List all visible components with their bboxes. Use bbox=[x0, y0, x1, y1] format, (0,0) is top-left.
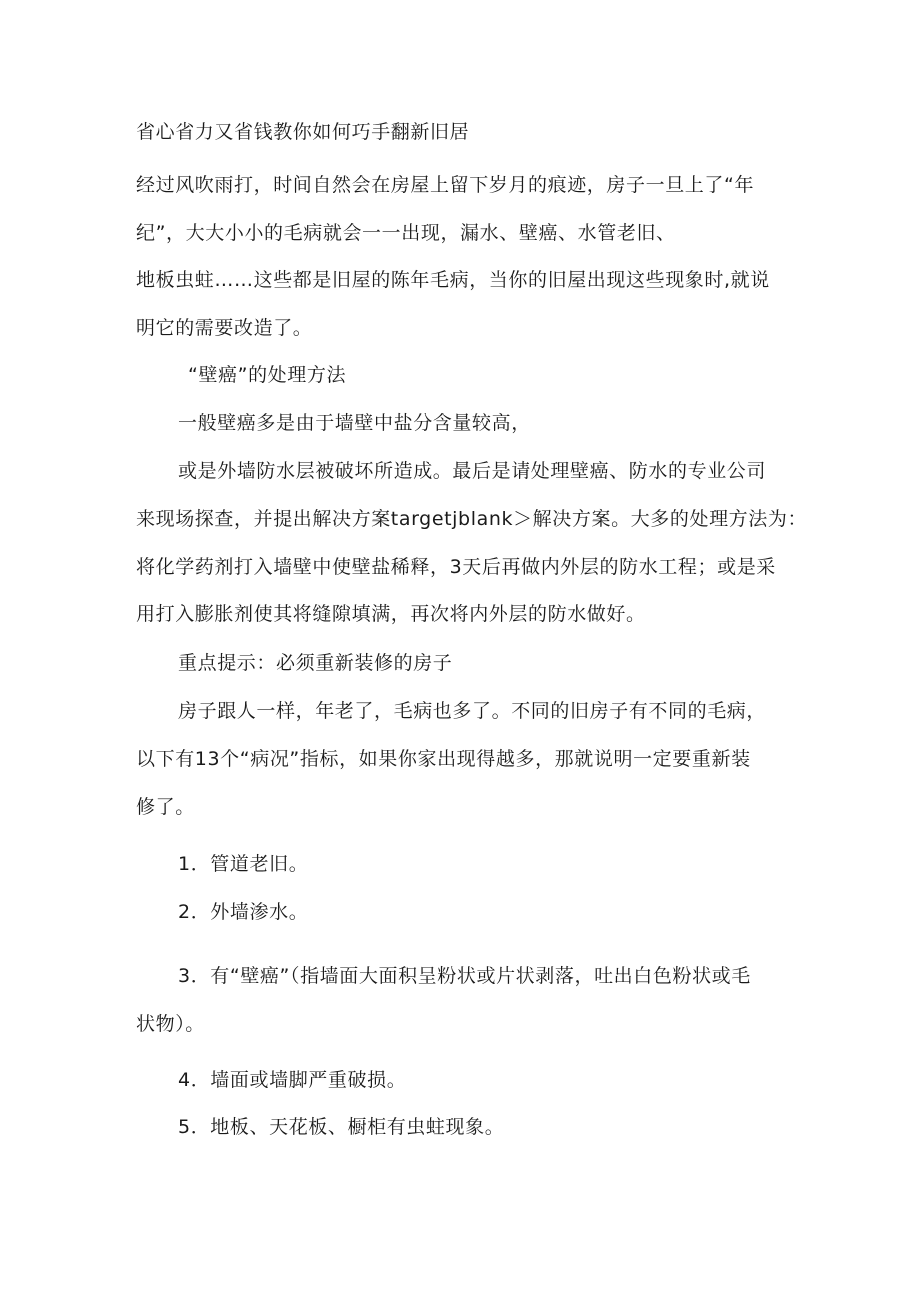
intro-line: 纪”，大大小小的毛病就会一一出现，漏水、壁癌、水管老旧、 bbox=[136, 222, 676, 244]
paragraph-line: 来现场探查，并提出解决方案targetjblank＞解决方案。大多的处理方法为： bbox=[136, 508, 808, 530]
paragraph-line: 或是外墙防水层被破坏所造成。最后是请处理壁癌、防水的专业公司 bbox=[178, 460, 767, 482]
paragraph-line: 房子跟人一样，年老了，毛病也多了。不同的旧房子有不同的毛病， bbox=[178, 700, 767, 722]
list-item: 4．墙面或墙脚严重破损。 bbox=[178, 1069, 407, 1091]
intro-line: 地板虫蛀……这些都是旧屋的陈年毛病，当你的旧屋出现这些现象时,就说 bbox=[136, 269, 770, 291]
paragraph-line: 用打入膨胀剂使其将缝隙填满，再次将内外层的防水做好。 bbox=[136, 603, 646, 625]
paragraph-line: 修了。 bbox=[136, 796, 195, 818]
intro-line: 经过风吹雨打，时间自然会在房屋上留下岁月的痕迹，房子一旦上了“年 bbox=[136, 174, 755, 196]
document-title: 省心省力又省钱教你如何巧手翻新旧居 bbox=[136, 121, 470, 143]
list-item: 2．外墙渗水。 bbox=[178, 901, 309, 923]
paragraph-line: 以下有13个“病况”指标，如果你家出现得越多，那就说明一定要重新装 bbox=[136, 748, 751, 770]
list-item: 5．地板、天花板、橱柜有虫蛀现象。 bbox=[178, 1116, 505, 1138]
section-heading-key-tips: 重点提示：必须重新装修的房子 bbox=[178, 652, 453, 674]
list-item: 1．管道老旧。 bbox=[178, 853, 309, 875]
list-item: 3．有“壁癌”（指墙面大面积呈粉状或片状剥落，吐出白色粉状或毛 bbox=[178, 965, 751, 987]
section-heading-wall-cancer: “壁癌”的处理方法 bbox=[188, 364, 347, 386]
intro-line: 明它的需要改造了。 bbox=[136, 317, 313, 339]
list-item-continuation: 状物）。 bbox=[136, 1013, 205, 1035]
paragraph-line: 一般壁癌多是由于墙壁中盐分含量较高， bbox=[178, 412, 531, 434]
paragraph-line: 将化学药剂打入墙壁中使壁盐稀释，3天后再做内外层的防水工程；或是采 bbox=[136, 556, 776, 578]
